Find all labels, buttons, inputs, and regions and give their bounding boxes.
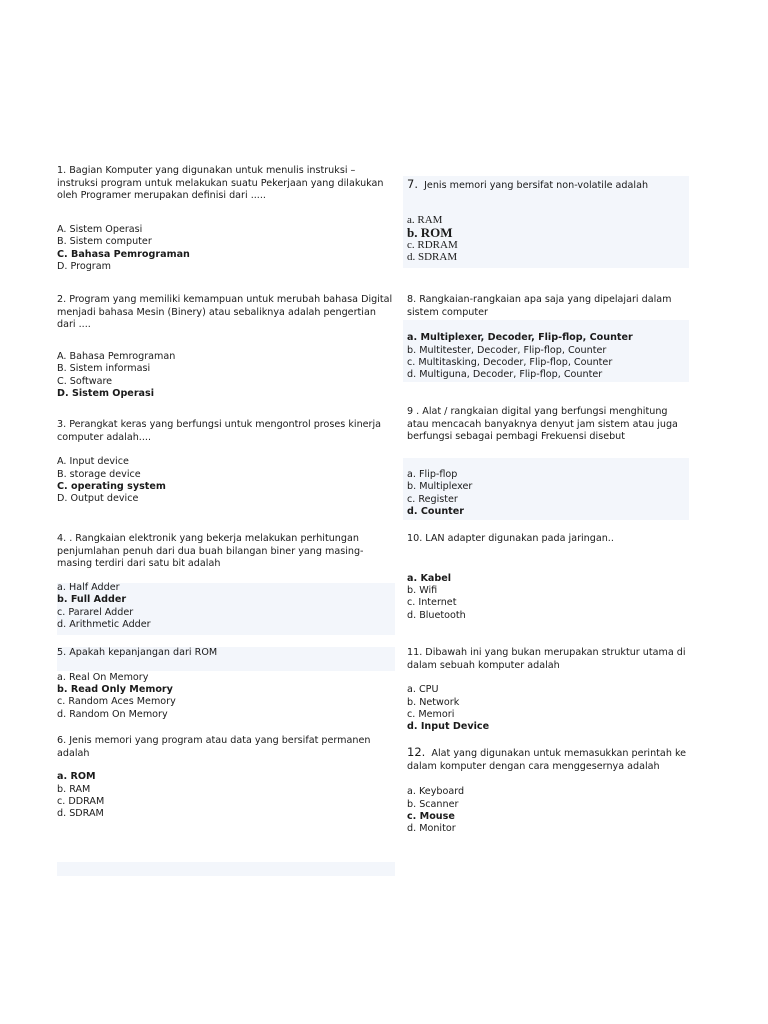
question-text: 8. Rangkaian-rangkaian apa saja yang dipelajari dalam sistem computer [407,294,672,318]
option-a: A. Input device [57,456,129,468]
question-8 [407,294,689,382]
question-number: 7. [407,177,418,191]
question-text: 11. Dibawah ini yang bukan merupakan struktur utama di dalam sebuah komputer adalah [407,647,686,671]
option-a: a. Real On Memory [57,671,149,683]
option-c: c. Internet [407,597,457,609]
question-10 [407,533,689,622]
question-11 [407,647,689,734]
option-a-answer: a. ROM [57,771,96,783]
option-b-answer: b. Full Adder [57,594,127,606]
option-d: d. Multiguna, Decoder, Flip-flop, Counter [407,369,603,381]
question-body: Alat yang digunakan untuk memasukkan perintah ke dalam komputer dengan cara menggesernya adalah [407,748,687,772]
option-c: c. DDRAM [57,796,105,807]
option-d: d. SDRAM [57,808,104,820]
option-a-answer: a. Kabel [407,572,452,584]
question-number: 12. [407,745,426,759]
option-d-answer: d. Input Device [407,721,490,733]
option-c-answer: c. Mouse [407,811,455,822]
option-c-answer: C. Bahasa Pemrograman [57,248,190,260]
option-b: b. Scanner [407,798,459,810]
option-a: a. Flip-flop [407,468,458,480]
option-c: c. Multitasking, Decoder, Flip-flop, Counter [407,357,613,368]
option-a-answer: a. Multiplexer, Decoder, Flip-flop, Counter [407,332,633,344]
option-c: c. Register [407,493,458,505]
question-7 [407,178,689,264]
option-a: a. RAM [407,213,443,226]
option-d-answer: d. Counter [407,506,464,517]
question-2 [57,294,395,400]
question-6 [57,735,395,821]
question-4 [57,533,395,631]
option-d: d. Monitor [407,823,456,835]
question-text: 3. Perangkat keras yang berfungsi untuk mengontrol proses kinerja computer adalah.... [57,419,382,443]
question-text [407,178,689,193]
option-d: d. SDRAM [407,251,458,264]
question-5 [57,647,395,721]
question-text: 5. Apakah kepanjangan dari ROM [57,647,218,658]
option-b: b. Multiplexer [407,481,473,493]
option-c: c. Memori [407,709,455,720]
option-b: B. Sistem informasi [57,363,151,375]
option-b: B. storage device [57,468,141,480]
question-9 [407,406,689,518]
question-text [407,746,689,773]
question-text: 10. LAN adapter digunakan pada jaringan.. [407,533,614,544]
option-d-answer: D. Sistem Operasi [57,388,155,399]
option-d: d. Bluetooth [407,609,466,621]
option-b: b. Multitester, Decoder, Flip-flop, Counter [407,344,607,356]
option-c: c. RDRAM [407,239,458,251]
question-12 [407,746,689,836]
option-b: B. Sistem computer [57,236,152,248]
option-a: a. Keyboard [407,786,465,798]
question-text: 6. Jenis memori yang program atau data yang bersifat permanen adalah [57,735,371,759]
question-text: 1. Bagian Komputer yang digunakan untuk menulis instruksi – instruksi program untuk melakukan suatu Pekerjaan yang dilakukan oleh Programer merupakan definisi dari ..... [57,165,384,202]
option-b-answer: b. Read Only Memory [57,684,173,695]
question-text: 4. . Rangkaian elektronik yang bekerja melakukan perhitungan penjumlahan penuh dari dua buah bilangan biner yang masing-masing terdiri dari satu bit adalah [57,533,364,570]
option-c: c. Pararel Adder [57,606,134,618]
option-b-answer: b. ROM [407,225,453,240]
option-b: b. Wifi [407,585,438,596]
question-text: 9 . Alat / rangkaian digital yang berfungsi menghitung atau mencacah banyaknya denyut jam sistem atau juga berfungsi sebagai pembagi Frekuensi disebut [407,406,678,443]
option-a: a. Half Adder [57,581,120,593]
option-b: b. RAM [57,783,91,795]
option-c-answer: C. operating system [57,481,166,492]
question-1 [57,165,395,273]
highlight-band [57,862,395,876]
option-a: a. CPU [407,684,439,696]
question-body: Jenis memori yang bersifat non-volatile adalah [424,180,649,191]
option-c: C. Software [57,375,113,387]
option-b: b. Network [407,696,460,708]
option-d: D. Output device [57,493,139,505]
option-d: d. Arithmetic Adder [57,619,151,630]
option-d: d. Random On Memory [57,708,168,720]
option-d: D. Program [57,261,111,272]
option-a: A. Bahasa Pemrograman [57,350,176,362]
question-3 [57,419,395,506]
option-c: c. Random Aces Memory [57,696,176,708]
question-text: 2. Program yang memiliki kemampuan untuk merubah bahasa Digital menjadi bahasa Mesin (Binery) atau sebaliknya adalah pengertian dari .... [57,294,393,331]
option-a: A. Sistem Operasi [57,223,143,235]
